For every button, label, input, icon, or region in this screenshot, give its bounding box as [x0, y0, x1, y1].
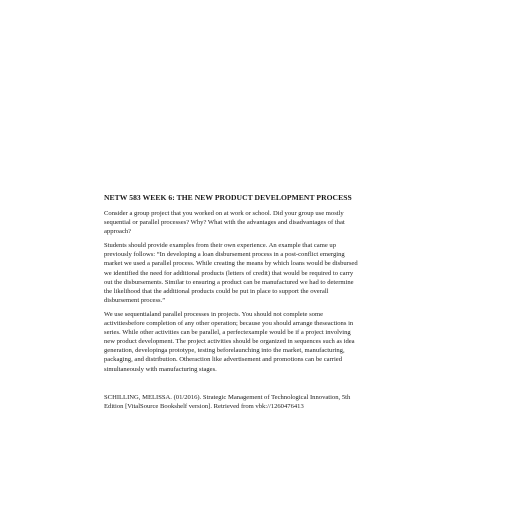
answer-line: packaging, and distribution. Otheraction like advertisement and promotions can be carried — [104, 356, 343, 364]
question-line: approach? — [104, 228, 132, 236]
document-page — [104, 193, 416, 411]
answer-paragraph — [104, 310, 416, 374]
question-line: Consider a group project that you worked on at work or school. Did your group use mostly — [104, 210, 344, 217]
example-line: the likelihood that the additional products could be put in place to support the overall — [104, 287, 329, 295]
document-title: NETW 583 WEEK 6: THE NEW PRODUCT DEVELOPMENT PROCESS — [104, 193, 352, 202]
example-line: previously follows: “In developing a loan disbursement process in a post-conflict emerging — [104, 251, 345, 259]
answer-line: We use sequentialand parallel processes in projects. You should not complete some — [104, 310, 324, 318]
question-paragraph — [104, 209, 416, 236]
citation — [104, 393, 416, 411]
citation-line: SCHILLING, MELISSA. (01/2016). Strategic Management of Technological Innovation, 5th — [104, 393, 351, 401]
question-line: sequential or parallel processes? Why? What with the advantages and disadvantages of that — [104, 219, 345, 227]
answer-line: new product development. The project activities should be organized in sequences such as idea — [104, 338, 355, 346]
answer-line: series. While other activities can be parallel, a perfectexample would be if a project involving — [104, 329, 351, 337]
example-line: Students should provide examples from their own experience. An example that came up — [104, 242, 336, 250]
example-paragraph — [104, 241, 416, 305]
example-line: disbursement process.” — [104, 296, 166, 304]
example-line: we identified the need for additional products (letters of credit) that would be required to carry — [104, 269, 354, 277]
answer-line: simultaneously with manufacturing stages. — [104, 365, 217, 373]
citation-line: Edition [VitalSource Bookshelf version]. Retrieved from vbk://1260476413 — [104, 402, 304, 410]
answer-line: activitiesbefore completion of any other operation; because you should arrange theseactions in — [104, 320, 354, 328]
example-line: market we used a parallel process. While creating the means by which loans would be disbursed — [104, 260, 358, 268]
example-line: out the disbursements. Similar to ensuring a product can be manufactured we had to determine — [104, 278, 354, 286]
answer-line: generation, developinga prototype, testing beforelaunching into the market, manufacturing, — [104, 347, 345, 355]
